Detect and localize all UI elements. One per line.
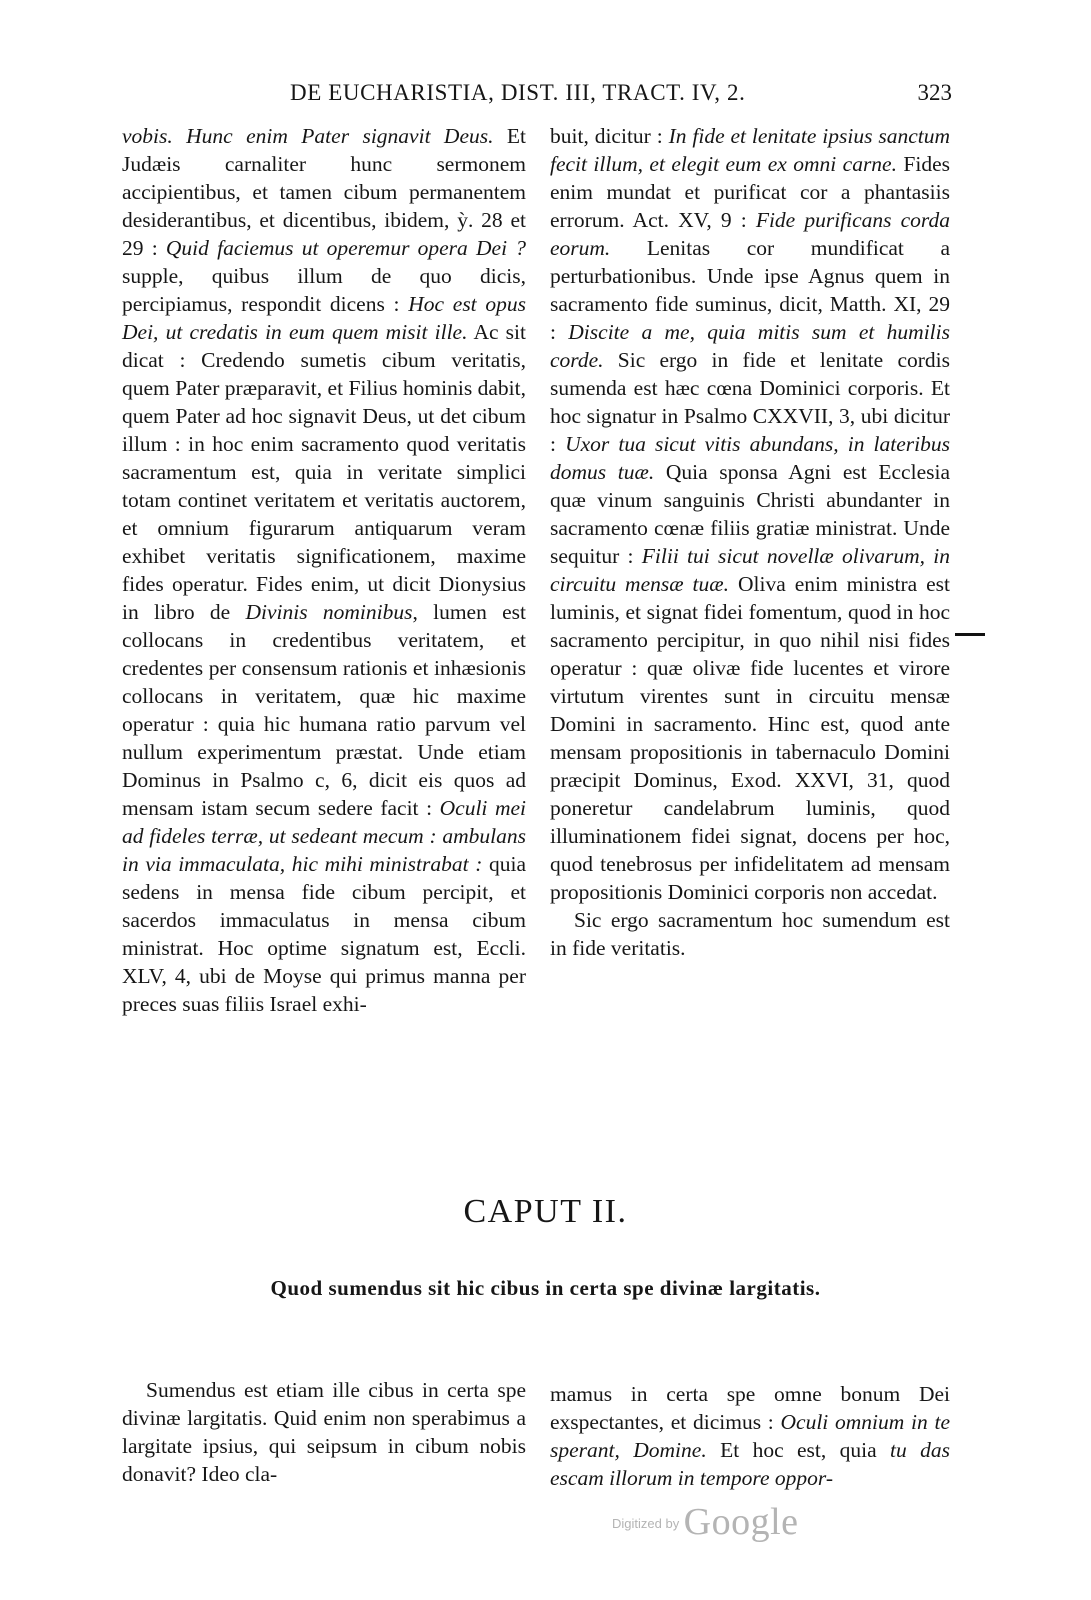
paragraph bbox=[550, 906, 950, 962]
margin-mark bbox=[955, 633, 985, 636]
text-run: Ac sit dicat : Credendo sumetis cibum veritatis, quem Pater præparavit, et Filius hominis dabit, quem Pater ad hoc signavit Deus, ut det cibum illum : in hoc enim sacramento quod veritatis sacramentum est, quia in veritate simplici totam continet veritatem et veritatis auctorem, et omnium figurarum antiquarum veram exhibet veritatis significationem, maxime fides operatur. Fides enim, ut dicit Dionysius in libro de bbox=[122, 320, 526, 624]
page-header bbox=[120, 80, 952, 110]
italic-run: vobis. Hunc enim Pater signavit Deus. bbox=[122, 124, 494, 148]
text-run: quia sedens in mensa fide cibum percipit, et sacerdos immaculatus in mensa cibum ministrat. Hoc optime signatum est, Eccli. XLV, 4, ubi de Moyse qui primus manna per preces suas filiis Israel exhi- bbox=[122, 852, 526, 1016]
text-run: Et hoc est, quia bbox=[706, 1438, 891, 1462]
text-run: Sumendus est etiam ille cibus in certa spe divinæ largitatis. Quid enim non sperabimus a largitate ipsius, qui seipsum in cibum nobis donavit? Ideo cla- bbox=[122, 1378, 526, 1486]
italic-run: Oculi mei ad fideles terræ, ut sedeant mecum : ambulans in via immaculata, hic mihi ministrabat : bbox=[122, 796, 526, 876]
paragraph bbox=[550, 122, 950, 906]
text-run: buit, dicitur : bbox=[550, 124, 669, 148]
text-run: Et Judæis carnaliter hunc sermonem accipientibus, et tamen cibum permanentem desiderantibus, et dicentibus, ibidem, ỳ. 28 et 29 : bbox=[122, 124, 526, 260]
google-logo: Google bbox=[683, 1501, 799, 1543]
chapter-subtitle: Quod sumendus sit hic cibus in certa spe divinæ largitatis. bbox=[270, 1276, 821, 1300]
paragraph bbox=[122, 1376, 526, 1488]
text-run: Sic ergo in fide et lenitate cordis sumenda est hæc cœna Dominici corporis. Et hoc signatur in Psalmo CXXVII, 3, ubi dicitur : bbox=[550, 348, 950, 456]
italic-run: Divinis nominibus bbox=[245, 600, 413, 624]
section2-left-column bbox=[122, 1376, 526, 1488]
paragraph bbox=[550, 1380, 950, 1492]
text-run: Lenitas cor mundificat a perturbationibus. Unde ipse Agnus quem in sacramento fide suminus, dicit, Matth. XI, 29 : bbox=[550, 236, 950, 344]
paragraph bbox=[122, 122, 526, 1018]
text-run: , lumen est collocans in credentibus veritatem, et credentes per consensum rationis et inhæsionis collocans in veritatem, quæ hic maxime operatur : quia hic humana ratio parvum vel nullum experimentum præstat. Unde etiam Dominus in Psalmo c, 6, dicit eis quos ad mensam istam secum sedere facit : bbox=[122, 600, 527, 820]
section1-left-column bbox=[122, 122, 526, 1018]
watermark-prefix: Digitized by bbox=[612, 1516, 680, 1531]
italic-run: Fide purificans corda eorum. bbox=[550, 208, 950, 260]
section2-right-column bbox=[550, 1380, 950, 1492]
italic-run: tu das escam illorum in tempore oppor- bbox=[550, 1438, 950, 1490]
page-number: 323 bbox=[917, 80, 952, 105]
italic-run: Uxor tua sicut vitis abundans, in lateribus domus tuæ. bbox=[550, 432, 950, 484]
italic-run: In fide et lenitate ipsius sanctum fecit illum, et elegit eum ex omni carne. bbox=[550, 124, 950, 176]
italic-run: Quid faciemus ut operemur opera Dei ? bbox=[165, 236, 526, 260]
section1-right-column bbox=[550, 122, 950, 962]
digitized-by-google-watermark bbox=[612, 1500, 799, 1544]
text-run: supple, quibus illum de quo dicis, percipiamus, respondit dicens : bbox=[122, 264, 526, 316]
text-run: Fides enim mundat et purificat cor a phantasiis errorum. Act. XV, 9 : bbox=[550, 152, 950, 232]
italic-run: Oculi omnium in te sperant, Domine. bbox=[550, 1410, 950, 1462]
chapter-title: CAPUT II. bbox=[463, 1193, 628, 1230]
text-run: Sic ergo sacramentum hoc sumendum est in fide veritatis. bbox=[550, 908, 950, 960]
text-run: Oliva enim ministra est luminis, et signat fidei fomentum, quod in hoc sacramento percipitur, in quo nihil nisi fides operatur : quæ olivæ fide lucentes et virore virtutum virentes sunt in circuitu mensæ Domini in sacramento. Hinc est, quod ante mensam propositionis in tabernaculo Domini præcipit Dominus, Exod. XXVI, 31, quod poneretur candelabrum luminis, quod illuminationem fidei signat, docens per hoc, quod tenebrosus per infidelitatem ad mensam propositionis Dominici corporis non accedat. bbox=[550, 572, 950, 904]
italic-run: Hoc est opus Dei, ut credatis in eum quem misit ille. bbox=[122, 292, 526, 344]
italic-run: Filii tui sicut novellæ olivarum, in circuitu mensæ tuæ. bbox=[550, 544, 950, 596]
text-run: Quia sponsa Agni est Ecclesia quæ vinum sanguinis Christi abundanter in sacramento cœnæ filiis gratiæ ministrat. Unde sequitur : bbox=[550, 460, 950, 568]
text-run: mamus in certa spe omne bonum Dei exspectantes, et dicimus : bbox=[550, 1382, 950, 1434]
running-head: DE EUCHARISTIA, DIST. III, TRACT. IV, 2. bbox=[290, 80, 746, 105]
italic-run: Discite a me, quia mitis sum et humilis corde. bbox=[550, 320, 950, 372]
